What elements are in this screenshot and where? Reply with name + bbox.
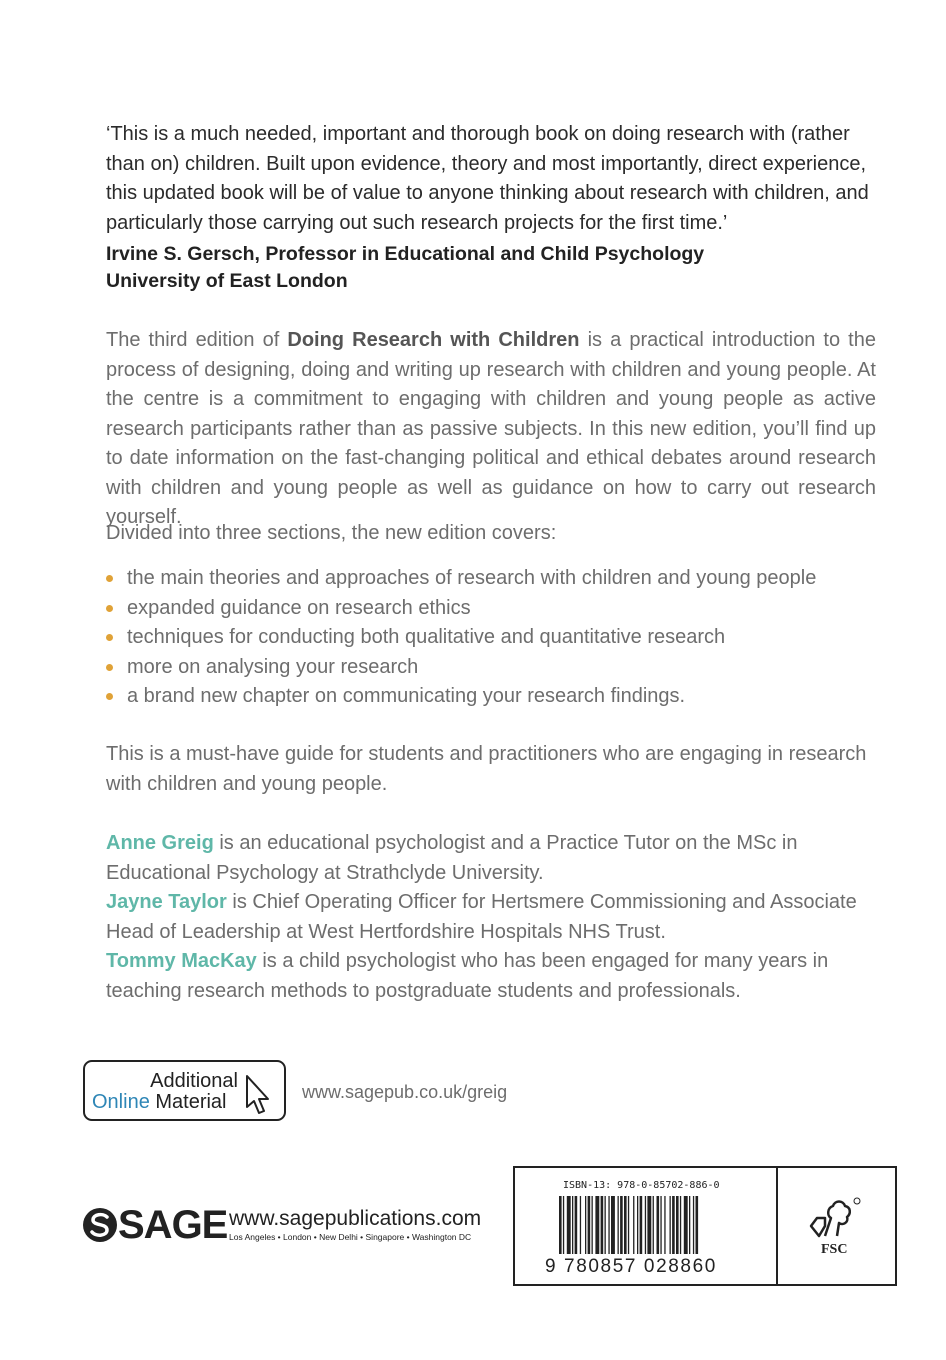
list-item-text: the main theories and approaches of research with children and young people (127, 567, 817, 589)
fsc-tree-icon (805, 1196, 863, 1242)
list-item (106, 682, 816, 712)
author-name: Jayne Taylor (106, 891, 227, 913)
list-item (106, 594, 816, 624)
list-item-text: more on analysing your research (127, 655, 419, 678)
bullet-icon (106, 605, 113, 612)
list-item-text: techniques for conducting both qualitative and quantitative research (127, 626, 726, 648)
publisher-cities: Los Angeles • London • New Delhi • Singapore • Washington DC (229, 1232, 472, 1242)
online-material-line1: Additional (150, 1070, 238, 1092)
list-item-text: expanded guidance on research ethics (127, 596, 471, 619)
description-lead: The third edition of (106, 329, 288, 351)
publisher-url[interactable]: www.sagepublications.com (229, 1207, 482, 1230)
author-bio (106, 888, 876, 947)
barcode-icon (557, 1196, 747, 1258)
description-rest: is a practical introduction to the process of designing, doing and writing up research with children and young people. At the centre is a commitment to engaging with children and young people as active research participants rather than as passive subjects. In this new edition, you’ll find up to date information on the fast-changing political and ethical debates around research with children and young people as well as guidance on how to carry out research yourself. (106, 329, 876, 528)
list-item (106, 564, 816, 594)
bullet-icon (106, 664, 113, 671)
author-name: Anne Greig (106, 832, 214, 854)
sage-wordmark: SAGE (118, 1203, 228, 1247)
fsc-label: FSC (821, 1242, 848, 1257)
online-material-badge (83, 1060, 286, 1121)
online-label: Online (92, 1091, 150, 1113)
guide-summary: This is a must-have guide for students and practitioners who are engaging in research with children and young people. (106, 743, 867, 795)
book-description (106, 326, 876, 533)
features-list (106, 564, 816, 712)
author-bio (106, 947, 876, 1006)
author-name: Tommy MacKay (106, 950, 257, 972)
material-label: Material (149, 1091, 227, 1113)
isbn-label: ISBN-13: 978-0-85702-886-0 (563, 1180, 720, 1191)
barcode-number: 9 780857 028860 (545, 1256, 717, 1277)
panel-divider (776, 1168, 778, 1284)
list-item (106, 623, 816, 653)
list-item-text: a brand new chapter on communicating your research findings. (127, 685, 686, 707)
bullet-icon (106, 634, 113, 641)
barcode-panel (513, 1166, 897, 1286)
endorsement-author: Irvine S. Gersch, Professor in Educational and Child Psychology (106, 243, 705, 265)
endorsement-quote: ‘This is a much needed, important and thorough book on doing research with (rather than on) children. Built upon evidence, theory and most importantly, direct experience, this updated book will be of value to anyone thinking about research with children, and particularly those carrying out such research projects for the first time.’ (106, 123, 869, 234)
book-title: Doing Research with Children (287, 329, 580, 351)
sage-logo-icon (82, 1204, 118, 1246)
bullet-icon (106, 575, 113, 582)
author-bio-text: is a child psychologist who has been engaged for many years in teaching research methods to postgraduate students and professionals. (106, 950, 829, 1002)
list-item (106, 653, 816, 683)
author-bio-text: is Chief Operating Officer for Hertsmere Commissioning and Associate Head of Leadership at West Hertfordshire Hospitals NHS Trust. (106, 891, 857, 943)
companion-website-url[interactable]: www.sagepub.co.uk/greig (302, 1082, 508, 1102)
bullet-icon (106, 693, 113, 700)
covers-intro: Divided into three sections, the new edition covers: (106, 522, 557, 544)
author-bios (106, 829, 876, 1006)
author-bio-text: is an educational psychologist and a Practice Tutor on the MSc in Educational Psychology at Strathclyde University. (106, 832, 798, 884)
endorsement-affiliation: University of East London (106, 270, 348, 292)
author-bio (106, 829, 876, 888)
cursor-icon (244, 1074, 272, 1118)
online-material-line2 (92, 1091, 227, 1114)
